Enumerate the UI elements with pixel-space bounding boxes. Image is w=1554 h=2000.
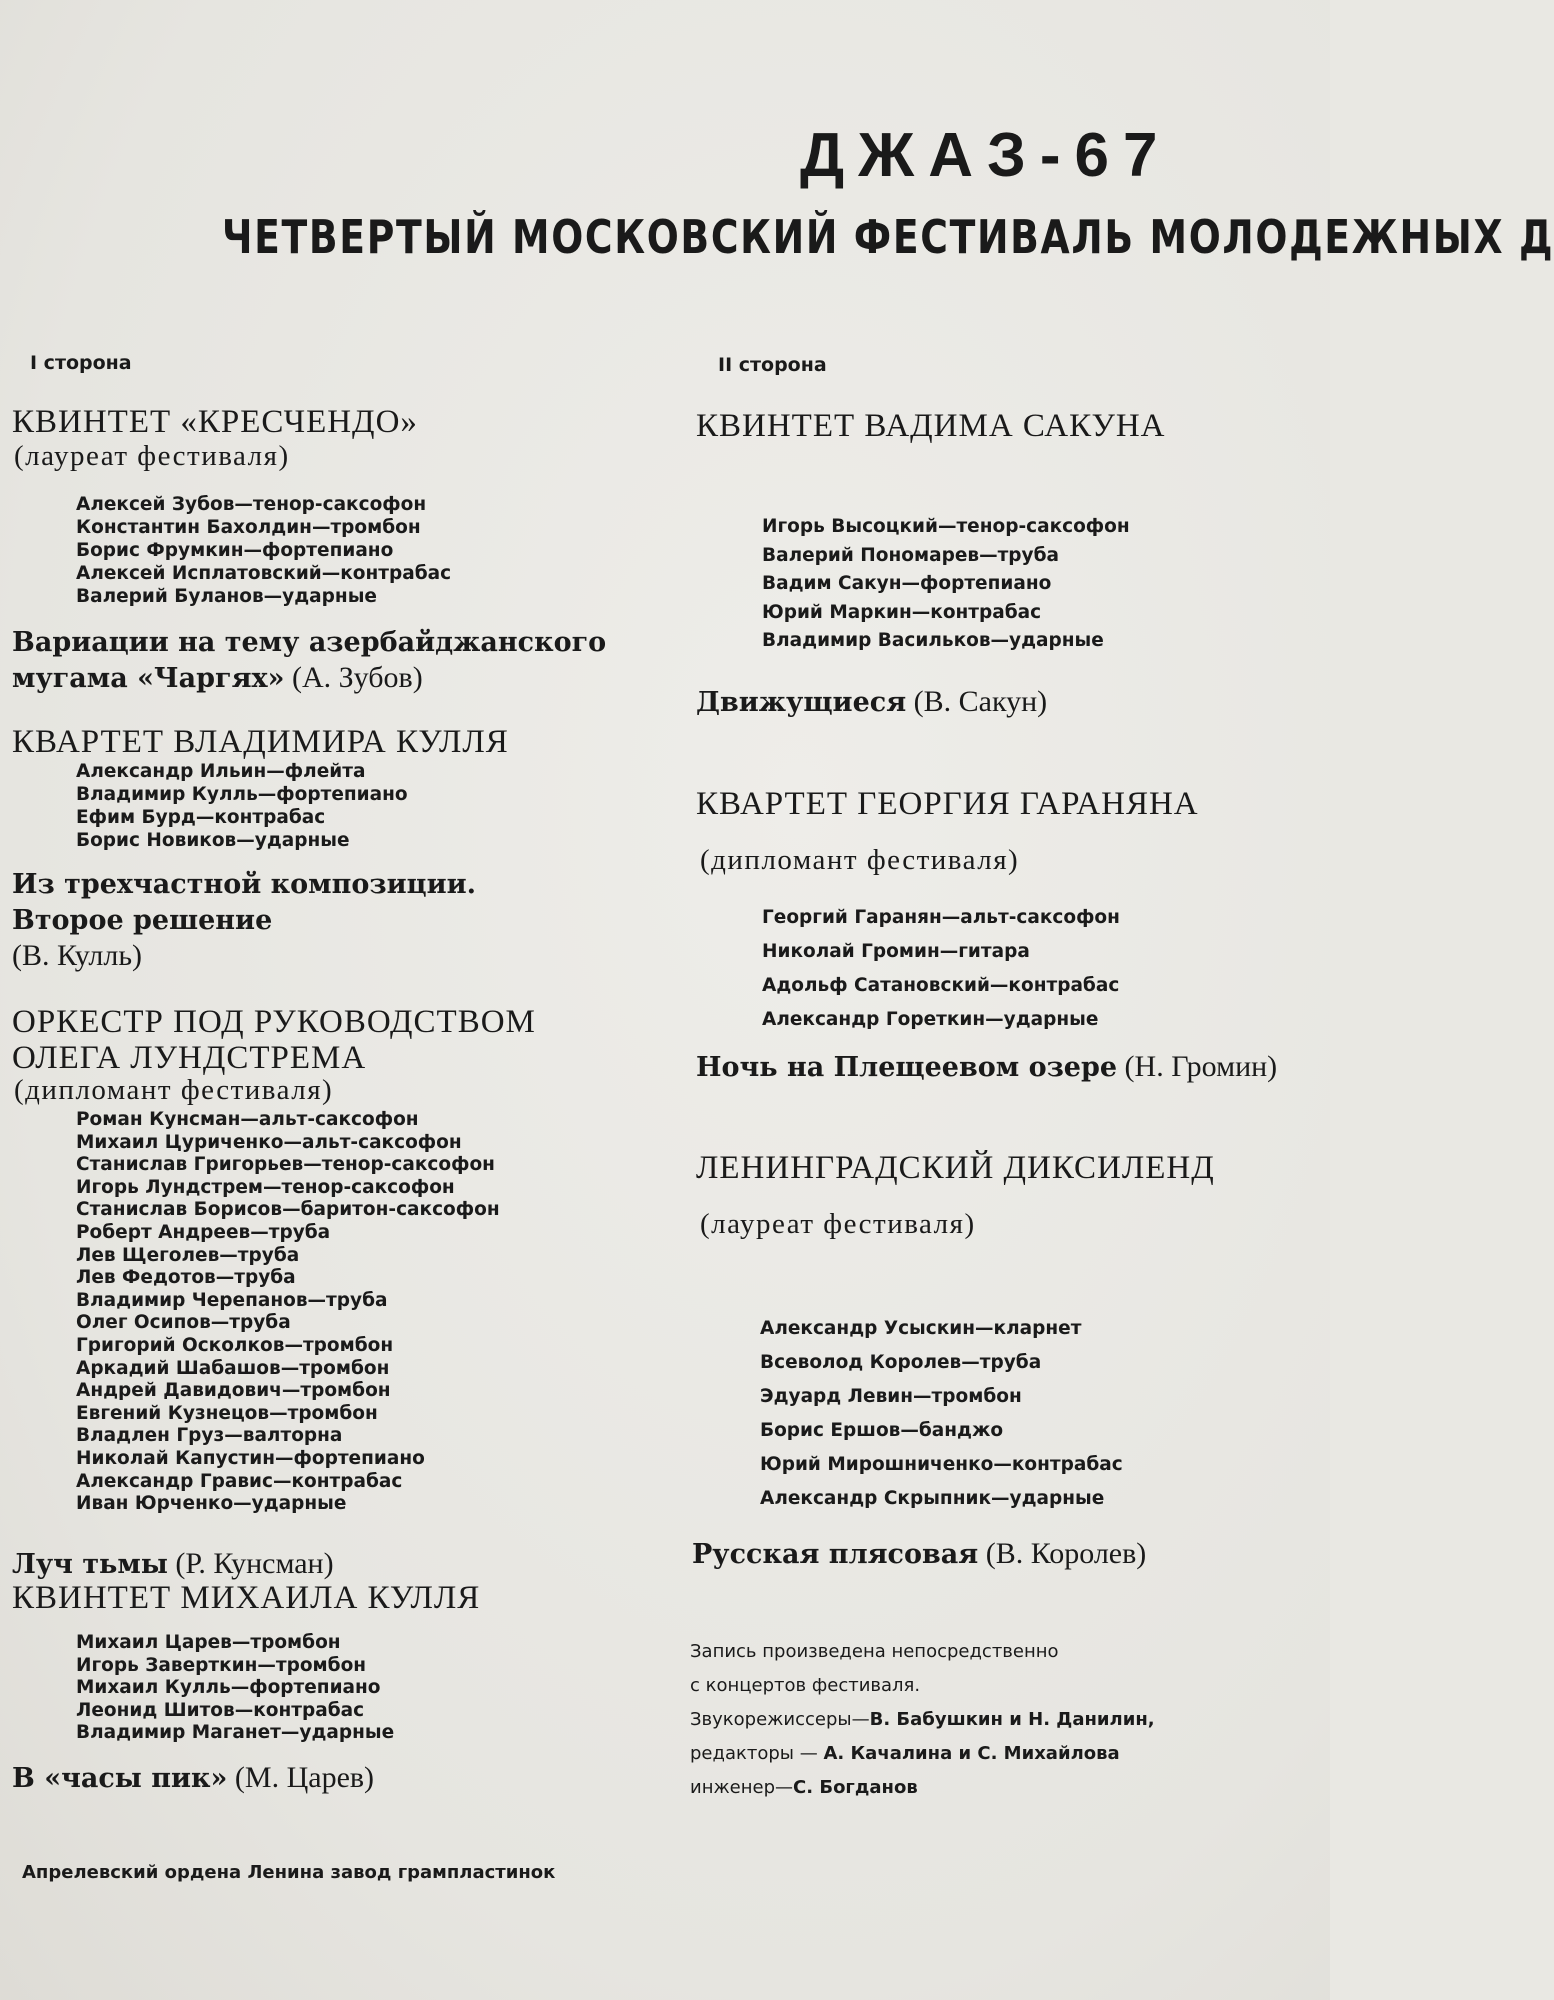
sakun-members xyxy=(762,513,1130,656)
member-line: Владимир Маганет—ударные xyxy=(76,1722,395,1744)
garanyan-members xyxy=(762,901,1120,1037)
crescendo-tune-author: (А. Зубов) xyxy=(292,661,423,694)
side-one-label: I сторона xyxy=(30,352,132,374)
member-line: Николай Громин—гитара xyxy=(762,941,1030,962)
kull-quartet-name: КВАРТЕТ ВЛАДИМИРА КУЛЛЯ xyxy=(12,724,509,760)
sakun-tune xyxy=(696,684,1047,720)
crescendo-tune-line1: Вариации на тему азербайджанского xyxy=(12,627,607,658)
garanyan-name: КВАРТЕТ ГЕОРГИЯ ГАРАНЯНА xyxy=(696,786,1199,822)
member-line: Роберт Андреев—труба xyxy=(76,1221,331,1243)
member-line: Александр Скрыпник—ударные xyxy=(760,1488,1105,1509)
lundstrem-tune xyxy=(12,1546,334,1582)
member-line: Адольф Сатановский—контрабас xyxy=(762,975,1120,996)
kull-quartet-members xyxy=(76,760,408,852)
member-line: Алексей Зубов—тенор-саксофон xyxy=(76,494,427,515)
crescendo-tune-line2: мугама «Чаргях» xyxy=(12,663,285,694)
lundstrem-name xyxy=(12,1004,536,1076)
member-line: Александр Усыскин—кларнет xyxy=(760,1318,1082,1339)
member-line: Евгений Кузнецов—тромбон xyxy=(76,1402,378,1424)
credits-engineers-names: В. Бабушкин и Н. Данилин, xyxy=(869,1709,1155,1730)
credits-engineer-name: С. Богданов xyxy=(793,1777,918,1798)
member-line: Иван Юрченко—ударные xyxy=(76,1493,347,1515)
mikhail-kull-members xyxy=(76,1632,394,1745)
album-subtitle: ЧЕТВЕРТЫЙ МОСКОВСКИЙ ФЕСТИВАЛЬ МОЛОДЕЖНЫХ Д xyxy=(222,210,1554,264)
dixieland-tune xyxy=(692,1536,1146,1572)
member-line: Михаил Царев—тромбон xyxy=(76,1632,341,1653)
mikhail-kull-tune xyxy=(12,1760,374,1796)
lundstrem-tune-author: (Р. Кунсман) xyxy=(175,1547,334,1580)
member-line: Владимир Кулль—фортепиано xyxy=(76,784,408,805)
member-line: Лев Федотов—труба xyxy=(76,1267,296,1289)
garanyan-award: (дипломант фестиваля) xyxy=(700,844,1020,876)
member-line: Александр Гравис—контрабас xyxy=(76,1470,403,1492)
sakun-tune-author: (В. Сакун) xyxy=(913,685,1048,718)
garanyan-tune-author: (Н. Громин) xyxy=(1124,1050,1278,1083)
member-line: Юрий Маркин—контрабас xyxy=(762,601,1042,623)
crescendo-members xyxy=(76,493,451,608)
member-line: Станислав Борисов—баритон-саксофон xyxy=(76,1199,500,1221)
kull-quartet-tune xyxy=(12,866,476,973)
credits-line2: с концертов фестиваля. xyxy=(690,1675,921,1696)
dixieland-award: (лауреат фестиваля) xyxy=(700,1208,976,1240)
member-line: Георгий Гаранян—альт-саксофон xyxy=(762,907,1120,928)
lundstrem-name-line1: ОРКЕСТР ПОД РУКОВОДСТВОМ xyxy=(12,1004,536,1040)
kull-tune-line2: Второе решение xyxy=(12,905,273,936)
credits-engineers-label: Звукорежиссеры— xyxy=(690,1709,870,1730)
member-line: Николай Капустин—фортепиано xyxy=(76,1447,425,1469)
dixieland-name: ЛЕНИНГРАДСКИЙ ДИКСИЛЕНД xyxy=(696,1150,1215,1186)
member-line: Михаил Кулль—фортепиано xyxy=(76,1677,381,1699)
mikhail-kull-tune-title: В «часы пик» xyxy=(12,1763,228,1794)
member-line: Борис Новиков—ударные xyxy=(76,830,350,851)
member-line: Константин Бахолдин—тромбон xyxy=(76,517,421,538)
manufacturer-footer: Апрелевский ордена Ленина завод грампластинок xyxy=(22,1862,556,1883)
kull-tune-line1: Из трехчастной композиции. xyxy=(12,869,477,900)
member-line: Александр Ильин—флейта xyxy=(76,761,366,782)
album-title: ДЖАЗ-67 xyxy=(800,121,1172,190)
garanyan-tune xyxy=(696,1049,1277,1085)
member-line: Владимир Черепанов—труба xyxy=(76,1289,388,1311)
member-line: Лев Щеголев—труба xyxy=(76,1244,300,1266)
credits-line1: Запись произведена непосредственно xyxy=(690,1641,1059,1662)
crescendo-group-name: КВИНТЕТ «КРЕСЧЕНДО» xyxy=(12,404,418,440)
member-line: Юрий Мирошниченко—контрабас xyxy=(760,1454,1123,1475)
member-line: Аркадий Шабашов—тромбон xyxy=(76,1357,390,1379)
member-line: Леонид Шитов—контрабас xyxy=(76,1699,365,1721)
credits-editors-label: редакторы — xyxy=(690,1743,824,1764)
member-line: Григорий Осколков—тромбон xyxy=(76,1334,394,1356)
member-line: Всеволод Королев—труба xyxy=(760,1352,1042,1373)
member-line: Алексей Исплатовский—контрабас xyxy=(76,563,452,584)
member-line: Александр Горeткин—ударные xyxy=(762,1009,1099,1030)
credits-engineer-label: инженер— xyxy=(690,1777,794,1798)
member-line: Владлен Груз—валторна xyxy=(76,1425,343,1447)
crescendo-tune xyxy=(12,624,606,696)
mikhail-kull-tune-author: (М. Царев) xyxy=(234,1761,375,1794)
member-line: Андрей Давидович—тромбон xyxy=(76,1380,391,1402)
recording-credits xyxy=(690,1635,1155,1805)
member-line: Ефим Бурд—контрабас xyxy=(76,807,326,828)
sakun-name: КВИНТЕТ ВАДИМА САКУНА xyxy=(696,408,1166,444)
dixieland-tune-title: Русская плясовая xyxy=(692,1539,979,1570)
member-line: Валерий Пономарев—труба xyxy=(762,544,1060,566)
member-line: Игорь Лундстрем—тенор-саксофон xyxy=(76,1176,455,1198)
member-line: Михаил Цуриченко—альт-саксофон xyxy=(76,1131,462,1153)
credits-editors-names: А. Качалина и С. Михайлова xyxy=(823,1743,1120,1764)
dixieland-members xyxy=(760,1312,1123,1516)
mikhail-kull-name: КВИНТЕТ МИХАИЛА КУЛЛЯ xyxy=(12,1580,481,1616)
member-line: Валерий Буланов—ударные xyxy=(76,586,377,607)
garanyan-tune-title: Ночь на Плещеевом озере xyxy=(696,1052,1118,1083)
member-line: Роман Кунсман—альт-саксофон xyxy=(76,1109,419,1130)
member-line: Вадим Сакун—фортепиано xyxy=(762,573,1052,594)
member-line: Игорь Высоцкий—тенор-саксофон xyxy=(762,516,1130,537)
side-two-label: II сторона xyxy=(718,354,827,376)
lundstrem-tune-title: Луч тьмы xyxy=(12,1549,168,1580)
lundstrem-award: (дипломант фестиваля) xyxy=(14,1074,334,1106)
lundstrem-members xyxy=(76,1109,500,1516)
member-line: Владимир Васильков—ударные xyxy=(762,630,1104,651)
dixieland-tune-author: (В. Королев) xyxy=(985,1537,1147,1570)
member-line: Олег Осипов—труба xyxy=(76,1312,291,1334)
member-line: Эдуард Левин—тромбон xyxy=(760,1386,1022,1407)
sakun-tune-title: Движущиеся xyxy=(696,687,907,718)
member-line: Борис Ершов—банджо xyxy=(760,1420,1004,1441)
lundstrem-name-line2: ОЛЕГА ЛУНДСТРЕМА xyxy=(12,1040,367,1076)
member-line: Игорь Заверткин—тромбон xyxy=(76,1654,367,1676)
member-line: Станислав Григорьев—тенор-саксофон xyxy=(76,1154,495,1176)
member-line: Борис Фрумкин—фортепиано xyxy=(76,540,394,561)
kull-tune-author: (В. Кулль) xyxy=(12,939,143,972)
crescendo-award: (лауреат фестиваля) xyxy=(14,440,290,472)
